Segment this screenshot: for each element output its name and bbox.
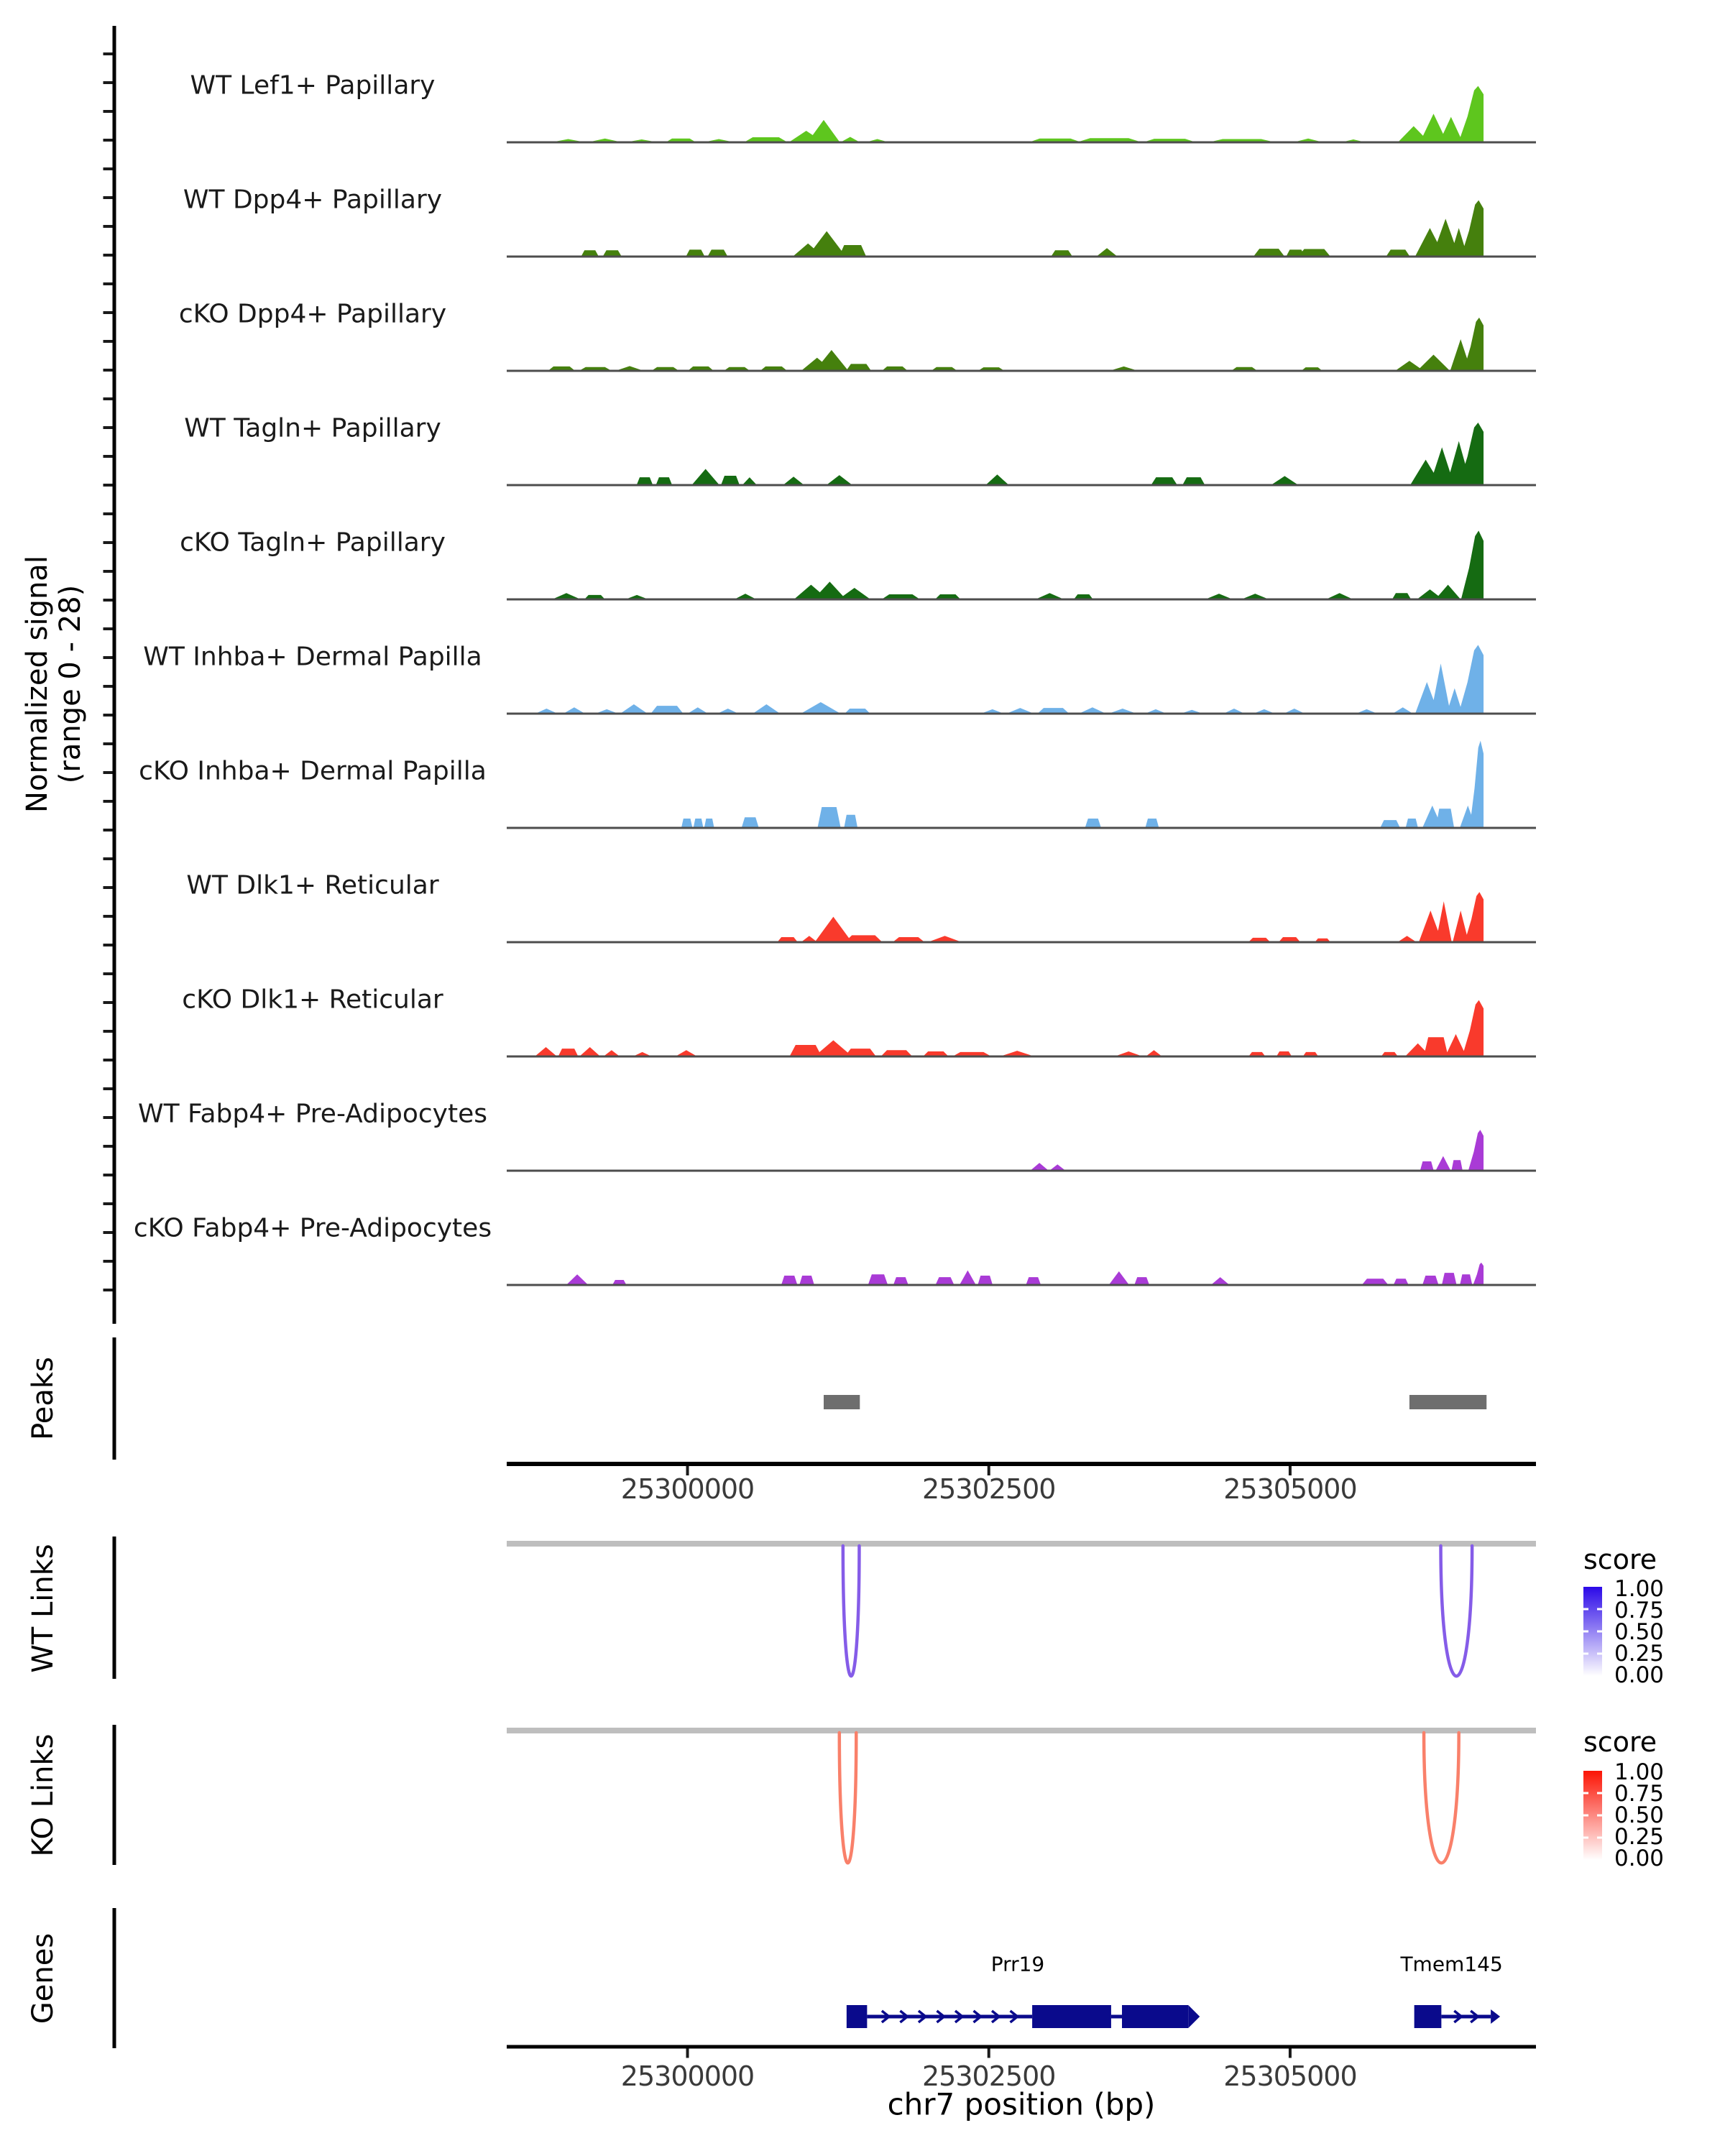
signal-y-axis-tick (104, 52, 113, 55)
ko-legend-bar-tick (1597, 1792, 1602, 1795)
ko-legend-bar-tick (1583, 1815, 1588, 1817)
gene-exon-Prr19 (1122, 2005, 1188, 2028)
signal-y-axis-tick (104, 570, 113, 573)
signal-y-axis-tick (104, 455, 113, 458)
track-label-3: cKO Dpp4+ Papillary (178, 299, 447, 329)
signal-y-axis-tick (104, 340, 113, 343)
peaks-axis-tick-label-1: 25300000 (620, 1473, 755, 1505)
signal-y-axis-tick (104, 599, 113, 602)
signal-y-axis-tick (104, 426, 113, 429)
coverage-signal-1 (555, 86, 1484, 142)
panel-label-wt-links: WT Links (27, 1544, 60, 1673)
coverage-signal-10 (1031, 1130, 1484, 1170)
panel-label-ko-links: KO Links (27, 1733, 60, 1857)
ko-legend-value-0.00: 0.00 (1614, 1846, 1665, 1871)
coverage-signal-6 (537, 645, 1484, 713)
signal-y-axis-tick (104, 857, 113, 860)
signal-y-axis-tick (104, 397, 113, 400)
panel-axis-bar-ko-links (113, 1725, 116, 1865)
ko-legend-bar-tick (1583, 1792, 1588, 1795)
gene-intron-Prr19 (867, 2015, 1032, 2019)
gene-exon-Prr19 (1032, 2005, 1111, 2028)
bottom-axis-tick-label-1: 25300000 (620, 2060, 755, 2092)
coverage-signal-2 (581, 201, 1484, 256)
track-label-6: WT Inhba+ Dermal Papilla (143, 642, 482, 672)
track-label-8: WT Dlk1+ Reticular (186, 870, 439, 900)
coverage-signal-4 (637, 423, 1484, 484)
wt-legend-bar-tick (1597, 1608, 1602, 1611)
coverage-signal-5 (553, 530, 1484, 599)
y-axis-label-line2: (range 0 - 28) (54, 584, 87, 784)
wt-legend-bar-tick (1597, 1653, 1602, 1655)
gene-intron-Prr19 (1111, 2015, 1122, 2019)
signal-y-axis-tick (104, 484, 113, 487)
signal-y-axis-tick (104, 541, 113, 544)
ko-legend-value-0.75: 0.75 (1614, 1781, 1665, 1807)
signal-y-axis-tick (104, 800, 113, 803)
x-axis-title: chr7 position (bp) (887, 2086, 1156, 2122)
wt-legend-value-0.50: 0.50 (1614, 1619, 1665, 1645)
bottom-axis-tick-label-2: 25302500 (922, 2060, 1056, 2092)
panel-axis-bar-peaks (113, 1337, 116, 1460)
ko-legend-value-0.25: 0.25 (1614, 1824, 1665, 1850)
gene-exon-Tmem145 (1414, 2005, 1442, 2028)
gene-label-Prr19: Prr19 (990, 1952, 1045, 1976)
signal-y-axis-tick (104, 656, 113, 659)
signal-y-axis-tick (104, 1174, 113, 1176)
track-label-4: WT Tagln+ Papillary (184, 413, 441, 443)
bottom-x-axis-tick (1289, 2049, 1292, 2058)
signal-y-axis-tick (104, 944, 113, 946)
ko-legend-bar-tick (1597, 1837, 1602, 1839)
bottom-x-axis-line (507, 2045, 1536, 2049)
ko-link-loop-1 (840, 1733, 856, 1863)
signal-y-axis-tick (104, 627, 113, 630)
peaks-axis-tick-label-3: 25305000 (1223, 1473, 1357, 1505)
ko-legend-value-1.00: 1.00 (1614, 1759, 1665, 1785)
ko-legend-value-0.50: 0.50 (1614, 1802, 1665, 1828)
panel-axis-bar-genes (113, 1908, 116, 2048)
signal-y-axis-line (113, 26, 116, 1324)
wt-legend-bar-tick (1583, 1653, 1588, 1655)
coverage-signal-9 (535, 1000, 1484, 1056)
wt-link-loop-1 (843, 1546, 860, 1676)
gene-exon-Prr19 (847, 2005, 868, 2028)
signal-y-axis-tick (104, 1001, 113, 1004)
signal-y-axis-tick (104, 81, 113, 84)
signal-y-axis-tick (104, 1289, 113, 1291)
signal-y-axis-tick (104, 311, 113, 314)
signal-y-axis-tick (104, 1059, 113, 1061)
peak-region-1 (824, 1395, 860, 1409)
signal-y-axis-tick (104, 1087, 113, 1090)
signal-y-axis-tick (104, 110, 113, 113)
signal-y-axis-tick (104, 1145, 113, 1148)
gene-arrow-Prr19 (1188, 2005, 1200, 2028)
wt-legend-bar-tick (1597, 1631, 1602, 1633)
signal-y-axis-tick (104, 1231, 113, 1234)
signal-y-axis-tick (104, 139, 113, 142)
peaks-x-axis-line (507, 1462, 1536, 1466)
wt-legend-value-0.25: 0.25 (1614, 1641, 1665, 1667)
wt-links-legend-title: score (1583, 1544, 1657, 1575)
signal-y-axis-tick (104, 829, 113, 831)
coverage-signal-8 (778, 892, 1484, 941)
ko-links-legend-title: score (1583, 1726, 1657, 1758)
panel-label-genes: Genes (27, 1932, 60, 2024)
wt-legend-value-1.00: 1.00 (1614, 1576, 1665, 1602)
signal-y-axis-tick (104, 254, 113, 257)
gene-intron-Tmem145 (1441, 2015, 1491, 2019)
y-axis-label-line1: Normalized signal (21, 556, 54, 813)
coverage-signal-3 (549, 318, 1484, 370)
bottom-x-axis-tick (686, 2049, 689, 2058)
track-label-10: WT Fabp4+ Pre-Adipocytes (138, 1099, 487, 1129)
ko-legend-bar-tick (1583, 1837, 1588, 1839)
track-label-11: cKO Fabp4+ Pre-Adipocytes (133, 1213, 492, 1243)
signal-y-axis-tick (104, 714, 113, 717)
bottom-x-axis-tick (988, 2049, 990, 2058)
signal-y-axis-tick (104, 512, 113, 515)
signal-y-axis-tick (104, 282, 113, 285)
track-label-2: WT Dpp4+ Papillary (183, 185, 443, 215)
ko-link-top-bar (507, 1728, 1536, 1733)
signal-y-axis-tick (104, 1116, 113, 1119)
signal-y-axis-tick (104, 369, 113, 372)
peaks-axis-tick-label-2: 25302500 (922, 1473, 1056, 1505)
track-label-5: cKO Tagln+ Papillary (180, 528, 446, 558)
wt-link-loop-2 (1441, 1546, 1473, 1676)
track-label-1: WT Lef1+ Papillary (190, 70, 436, 101)
ko-legend-bar-tick (1597, 1815, 1602, 1817)
signal-y-axis-tick (104, 886, 113, 889)
ko-link-loop-2 (1424, 1733, 1459, 1863)
coverage-signal-11 (567, 1263, 1484, 1284)
signal-y-axis-tick (104, 685, 113, 688)
panel-label-peaks: Peaks (27, 1357, 60, 1440)
peak-region-2 (1409, 1395, 1486, 1409)
signal-y-axis-tick (104, 196, 113, 199)
wt-legend-value-0.00: 0.00 (1614, 1662, 1665, 1688)
track-label-9: cKO Dlk1+ Reticular (182, 985, 443, 1015)
wt-link-top-bar (507, 1541, 1536, 1547)
panel-axis-bar-wt-links (113, 1537, 116, 1679)
coverage-signal-7 (681, 741, 1484, 827)
signal-y-axis-tick (104, 742, 113, 745)
signal-y-axis-tick (104, 915, 113, 918)
wt-legend-bar-tick (1583, 1631, 1588, 1633)
wt-legend-bar-tick (1583, 1608, 1588, 1611)
signal-y-axis-tick (104, 972, 113, 975)
signal-y-axis-tick (104, 1030, 113, 1033)
signal-y-axis-tick (104, 167, 113, 170)
wt-legend-value-0.75: 0.75 (1614, 1598, 1665, 1623)
signal-y-axis-tick (104, 1260, 113, 1263)
gene-arrow-Tmem145 (1491, 2009, 1500, 2024)
track-label-7: cKO Inhba+ Dermal Papilla (139, 756, 487, 786)
bottom-axis-tick-label-3: 25305000 (1223, 2060, 1357, 2092)
gene-label-Tmem145: Tmem145 (1400, 1952, 1503, 1976)
signal-y-axis-tick (104, 225, 113, 228)
signal-y-axis-tick (104, 1202, 113, 1205)
signal-y-axis-tick (104, 771, 113, 774)
